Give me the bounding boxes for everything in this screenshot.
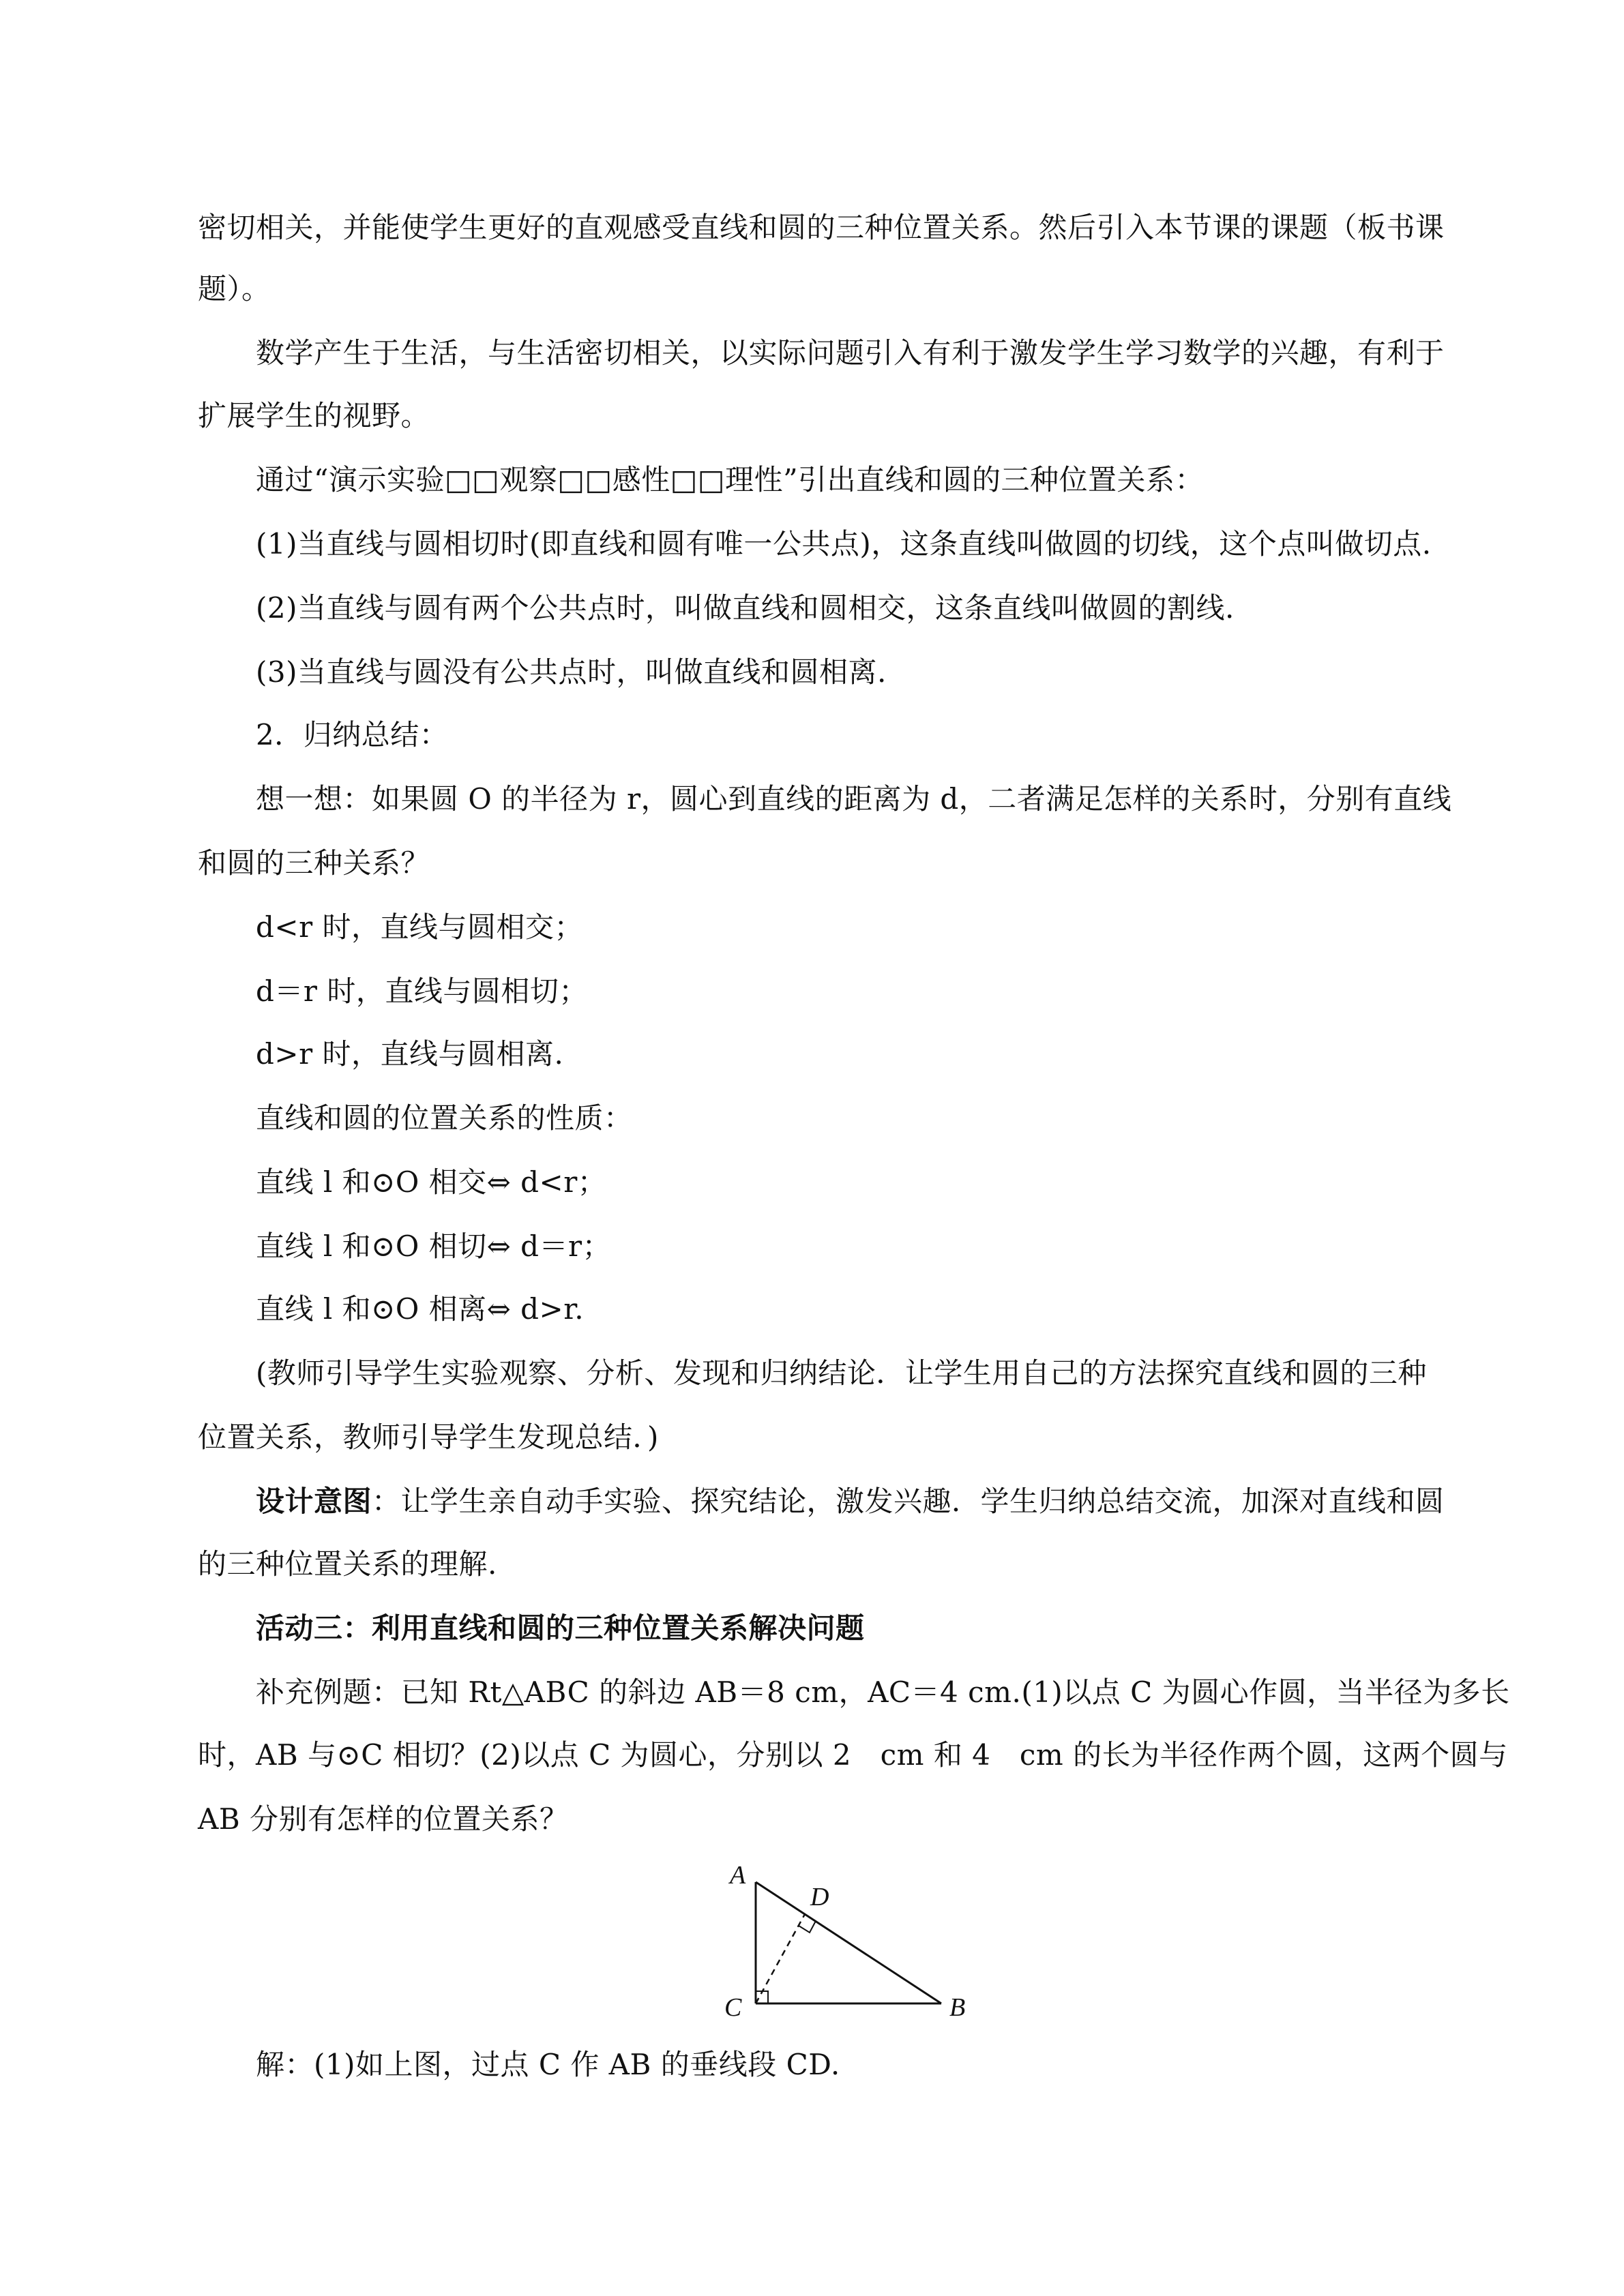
label-d: D <box>810 1883 829 1911</box>
label-a: A <box>730 1861 746 1890</box>
paragraph-line: 题）。 <box>198 272 271 305</box>
design-intent-line <box>256 1482 1445 1521</box>
example-line: 补充例题：已知 Rt△ABC 的斜边 AB＝8 cm，AC＝4 cm.(1)以点 C 为圆心作圆，当半径为多长 <box>256 1675 1510 1709</box>
label-b: B <box>949 1993 966 2022</box>
paragraph-line: 的三种位置关系的理解. <box>198 1547 497 1581</box>
section-heading: 直线和圆的位置关系的性质： <box>256 1101 633 1135</box>
paragraph-line: 通过“演示实验□□观察□□感性□□理性”引出直线和圆的三种位置关系： <box>256 463 1205 496</box>
list-item: (1)当直线与圆相切时(即直线和圆有唯一公共点)，这条直线叫做圆的切线，这个点叫做切点. <box>256 527 1432 561</box>
paragraph-line: 想一想：如果圆 O 的半径为 r，圆心到直线的距离为 d，二者满足怎样的关系时，分别有直线 <box>256 782 1452 816</box>
paragraph-line: 位置关系，教师引导学生发现总结．) <box>198 1420 659 1454</box>
activity-heading: 活动三：利用直线和圆的三种位置关系解决问题 <box>256 1611 865 1645</box>
relation-line: d>r 时，直线与圆相离. <box>256 1037 564 1071</box>
section-heading: 2．归纳总结： <box>256 718 449 751</box>
segment-cd <box>756 1914 805 2003</box>
solution-line: 解：(1)如上图，过点 C 作 AB 的垂线段 CD. <box>256 2048 840 2081</box>
paragraph-line: 密切相关，并能使学生更好的直观感受直线和圆的三种位置关系。然后引入本节课的课题（板书课 <box>198 211 1445 244</box>
design-intent-text: ：让学生亲自动手实验、探究结论，激发兴趣．学生归纳总结交流，加深对直线和圆 <box>372 1485 1445 1518</box>
side-ab <box>756 1882 941 2003</box>
example-line: AB 分别有怎样的位置关系？ <box>198 1802 569 1836</box>
right-angle-mark-d <box>799 1921 816 1933</box>
label-c: C <box>724 1993 742 2022</box>
property-line: 直线 l 和⊙O 相交⇔ d<r； <box>256 1165 607 1199</box>
relation-line: d＝r 时，直线与圆相切； <box>256 974 588 1008</box>
example-line: 时，AB 与⊙C 相切？(2)以点 C 为圆心，分别以 2 cm 和 4 cm 的长为半径作两个圆，这两个圆与 <box>198 1738 1508 1772</box>
list-item: (3)当直线与圆没有公共点时，叫做直线和圆相离. <box>256 655 887 689</box>
property-line: 直线 l 和⊙O 相离⇔ d>r. <box>256 1292 585 1326</box>
triangle-figure <box>709 1855 982 2032</box>
paragraph-line: (教师引导学生实验观察、分析、发现和归纳结论．让学生用自己的方法探究直线和圆的三种 <box>256 1356 1427 1390</box>
list-item: (2)当直线与圆有两个公共点时，叫做直线和圆相交，这条直线叫做圆的割线. <box>256 591 1235 625</box>
paragraph-line: 和圆的三种关系？ <box>198 846 430 880</box>
paragraph-line: 扩展学生的视野。 <box>198 399 430 432</box>
paragraph-line: 数学产生于生活，与生活密切相关，以实际问题引入有利于激发学生学习数学的兴趣，有利于 <box>256 336 1445 370</box>
relation-line: d<r 时，直线与圆相交； <box>256 910 584 944</box>
property-line: 直线 l 和⊙O 相切⇔ d＝r； <box>256 1229 612 1263</box>
design-intent-label: 设计意图 <box>256 1485 372 1518</box>
